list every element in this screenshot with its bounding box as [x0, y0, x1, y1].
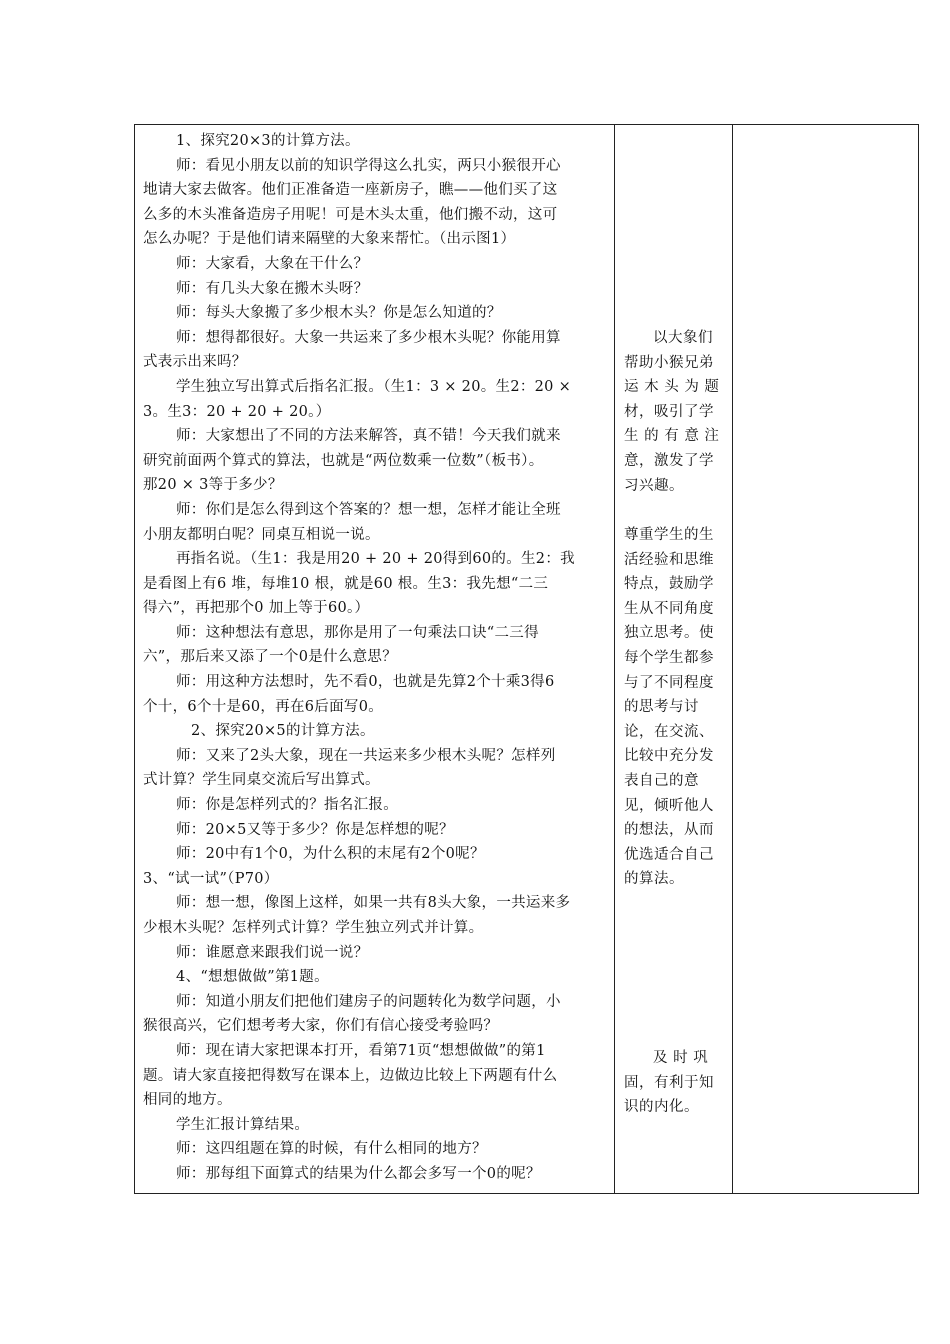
text-line: 师：知道小朋友们把他们建房子的问题转化为数学问题，小 [176, 993, 561, 1010]
text-line: 相同的地方。 [143, 1092, 232, 1109]
note-line: 见，倾听他人 [624, 797, 714, 814]
note-line: 固，有利于知 [624, 1074, 714, 1091]
note-line: 活经验和思维 [624, 551, 714, 568]
lesson-plan-table [134, 124, 919, 1194]
text-line: 师：看见小朋友以前的知识学得这么扎实，两只小猴很开心 [176, 157, 561, 174]
text-line: 六”，那后来又添了一个0是什么意思？ [143, 649, 398, 666]
text-line: 怎么办呢？于是他们请来隔壁的大象来帮忙。（出示图1） [143, 231, 516, 248]
text-line: 师：你是怎样列式的？指名汇报。 [176, 797, 398, 814]
design-intent-column [615, 125, 733, 1193]
text-line: 猴很高兴，它们想考考大家，你们有信心接受考验吗？ [143, 1018, 499, 1035]
note-line: 的算法。 [624, 871, 684, 888]
text-line: 学生汇报计算结果。 [176, 1116, 310, 1133]
note-line: 及 时 巩 [653, 1050, 709, 1066]
text-line: 师：20×5又等于多少？你是怎样想的呢？ [176, 821, 454, 838]
text-line: 学生独立写出算式后指名汇报。（生1：3 × 20。生2：20 × [176, 378, 572, 395]
note-line: 意，激发了学 [624, 452, 714, 469]
note-line: 比较中充分发 [624, 748, 714, 765]
empty-column [733, 125, 918, 1193]
note-line: 识的内化。 [624, 1099, 699, 1116]
note-block-consolidation [624, 1046, 728, 1120]
text-line: 4、“想想做做”第1题。 [176, 969, 329, 986]
text-line: 师：每头大象搬了多少根木头？你是怎么知道的？ [176, 305, 502, 322]
text-line: 个十，6个十是60，再在6后面写0。 [143, 698, 384, 715]
text-line: 师：大家想出了不同的方法来解答，真不错！今天我们就来 [176, 428, 561, 445]
note-line: 每个学生都参 [624, 649, 714, 666]
text-line: 师：大家看，大象在干什么？ [176, 255, 369, 272]
text-line: 式计算？学生同桌交流后写出算式。 [143, 772, 380, 789]
text-line: 师：有几头大象在搬木头呀？ [176, 280, 369, 297]
text-line: 师：这种想法有意思，那你是用了一句乘法口诀“二三得 [176, 624, 539, 641]
text-line: 师：那每组下面算式的结果为什么都会多写一个0的呢？ [176, 1165, 541, 1182]
note-line: 生 的 有 意 注 [624, 428, 720, 445]
text-line: 师：想一想，像图上这样，如果一共有8头大象，一共运来多 [176, 895, 571, 912]
text-line: 2、探究20×5的计算方法。 [191, 723, 375, 740]
text-line: 师：谁愿意来跟我们说一说？ [176, 944, 369, 961]
note-line: 以大象们 [653, 330, 713, 346]
note-block-interest [624, 326, 728, 498]
note-block-thinking [624, 523, 728, 892]
text-line: 是看图上有6 堆，每堆10 根，就是60 根。生3：我先想“二三 [143, 575, 549, 592]
text-line: 再指名说。（生1：我是用20 + 20 + 20得到60的。生2：我 [176, 551, 575, 568]
text-line: 3。生3：20 + 20 + 20。） [143, 403, 331, 420]
note-line: 特点，鼓励学 [624, 576, 714, 593]
text-line: 师：20中有1个0，为什么积的末尾有2个0呢？ [176, 846, 485, 863]
text-line: 么多的木头准备造房子用呢！可是木头太重，他们搬不动，这可 [143, 206, 558, 223]
note-line: 与了不同程度 [624, 674, 714, 691]
text-line: 1、探究20×3的计算方法。 [176, 133, 360, 149]
text-line: 题。请大家直接把得数写在课本上，边做边比较上下两题有什么 [143, 1067, 558, 1084]
text-line: 师：你们是怎么得到这个答案的？想一想，怎样才能让全班 [176, 501, 561, 518]
text-line: 式表示出来吗？ [143, 354, 247, 371]
note-line: 运 木 头 为 题 [624, 379, 720, 396]
note-line: 的思考与讨 [624, 699, 699, 716]
text-line: 师：用这种方法想时，先不看0，也就是先算2个十乘3得6 [176, 674, 555, 691]
text-line: 地请大家去做客。他们正准备造一座新房子，瞧——他们买了这 [143, 182, 558, 199]
text-line: 小朋友都明白呢？同桌互相说一说。 [143, 526, 380, 543]
note-line: 的想法，从而 [624, 822, 714, 839]
text-line: 研究前面两个算式的算法，也就是“两位数乘一位数”（板书）。 [143, 452, 544, 469]
note-line: 优选适合自己 [624, 846, 714, 863]
text-line: 师：想得都很好。大象一共运来了多少根木头呢？你能用算 [176, 329, 561, 346]
text-line: 师：又来了2头大象，现在一共运来多少根木头呢？怎样列 [176, 747, 556, 764]
teaching-process-column [135, 125, 615, 1193]
text-line: 3、“试一试”（P70） [143, 870, 279, 887]
text-line: 少根木头呢？怎样列式计算？学生独立列式并计算。 [143, 920, 484, 936]
note-line: 生从不同角度 [624, 600, 714, 617]
text-line: 得六”，再把那个0 加上等于60。） [143, 600, 370, 617]
text-line: 那20 × 3等于多少？ [143, 477, 283, 494]
note-line: 独立思考。使 [624, 625, 714, 642]
text-line: 师：这四组题在算的时候，有什么相同的地方？ [176, 1141, 487, 1158]
text-line: 师：现在请大家把课本打开，看第71页“想想做做”的第1 [176, 1042, 546, 1059]
note-line: 论，在交流、 [624, 723, 714, 740]
note-line: 尊重学生的生 [624, 527, 714, 543]
note-line: 帮助小猴兄弟 [624, 354, 714, 371]
note-line: 材，吸引了学 [624, 403, 714, 420]
note-line: 表自己的意 [624, 772, 699, 789]
note-line: 习兴趣。 [624, 477, 684, 494]
